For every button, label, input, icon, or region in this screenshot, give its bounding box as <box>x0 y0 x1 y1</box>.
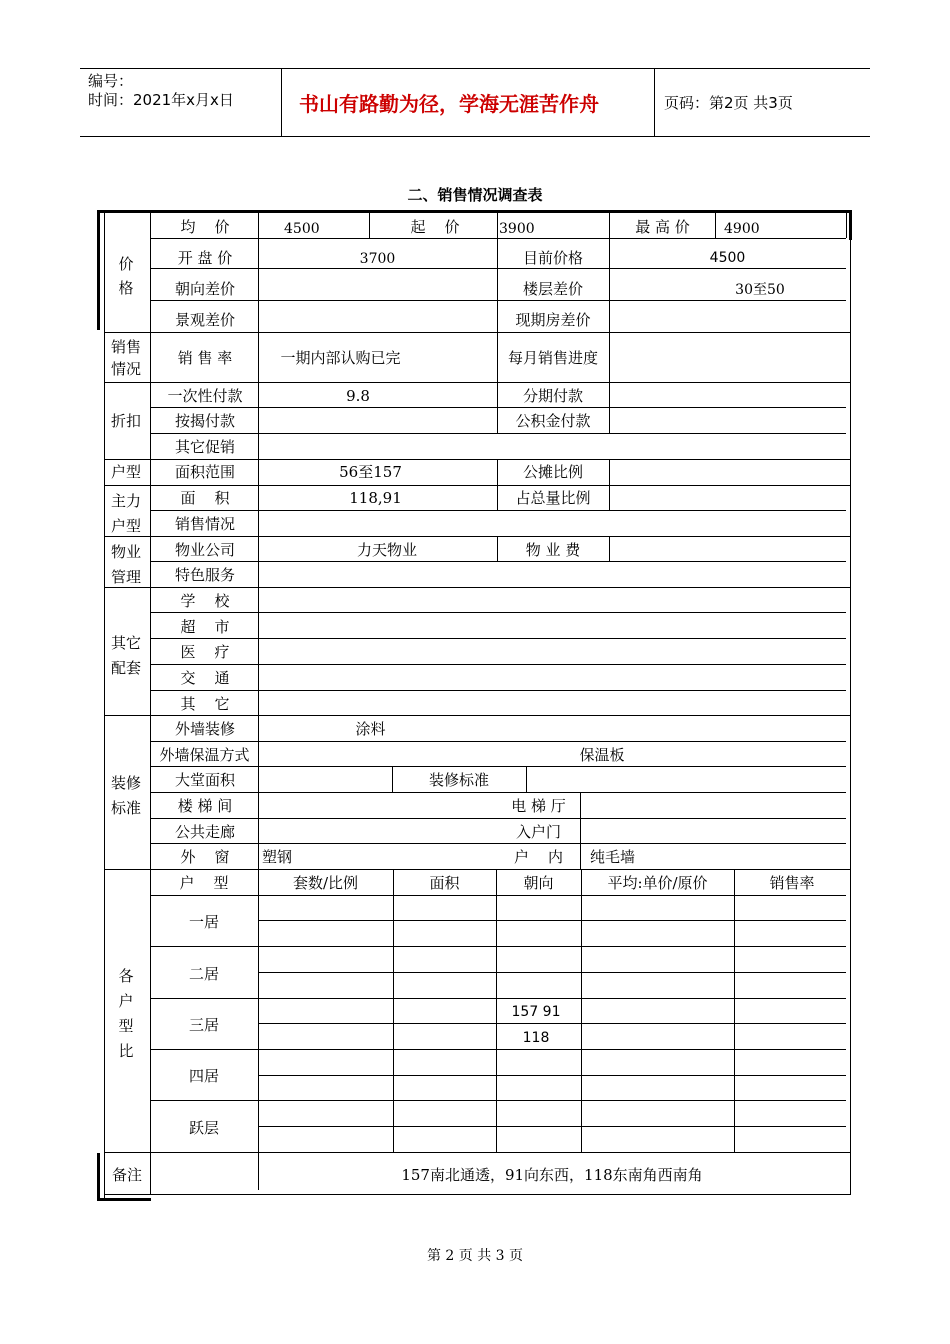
main-area-label: 面 积 <box>180 489 230 507</box>
ratio-row-1br: 一居 <box>188 913 219 931</box>
property-company-label: 物业公司 <box>174 541 235 559</box>
share-ratio-label: 公摊比例 <box>522 463 583 481</box>
facilities-section-label: 其它 配套 <box>110 634 141 677</box>
stairwell-label: 楼 梯 间 <box>177 797 233 815</box>
monthly-progress-label: 每月销售进度 <box>507 349 598 367</box>
avg-price-label: 均 价 <box>180 218 230 236</box>
elevator-hall-label: 电 梯 厅 <box>511 797 566 815</box>
main-sales-label: 销售情况 <box>174 515 235 533</box>
ratio-row-3br: 三居 <box>188 1016 219 1034</box>
decoration-standard-label: 装修标准 <box>428 771 489 789</box>
lump-sum-label: 一次性付款 <box>167 387 243 405</box>
ratio-header-area: 面积 <box>429 874 460 892</box>
indoor-value: 纯毛墙 <box>590 848 636 866</box>
decoration-section-label: 装修 标准 <box>110 774 141 817</box>
provident-fund-label: 公积金付款 <box>515 412 591 430</box>
facility-other: 其 它 <box>180 695 230 713</box>
max-price-label: 最 高 价 <box>635 218 690 236</box>
page-footer: 第 2 页 共 3 页 <box>426 1248 524 1264</box>
ratio-row-4br: 四居 <box>188 1067 219 1085</box>
window-value: 塑钢 <box>262 848 293 866</box>
sales-section-label: 销售 情况 <box>110 338 141 378</box>
special-service-label: 特色服务 <box>174 566 235 584</box>
window-label: 外 窗 <box>180 848 230 866</box>
wall-finish-label: 外墙装修 <box>174 720 235 738</box>
sales-rate-label: 销 售 率 <box>177 349 233 367</box>
discount-section-label: 折扣 <box>110 412 141 430</box>
current-price-value: 4500 <box>709 250 746 266</box>
area-range-value: 56至157 <box>339 463 402 481</box>
entry-door-label: 入户门 <box>515 823 561 841</box>
insulation-value: 保温板 <box>579 746 625 764</box>
area-range-label: 面积范围 <box>174 463 235 481</box>
ratio-3br-orientation-b: 118 <box>522 1030 550 1046</box>
opening-price-label: 开 盘 价 <box>177 249 233 267</box>
price-section-label: 价 格 <box>118 255 134 297</box>
total-ratio-label: 占总量比例 <box>515 489 591 507</box>
floor-diff-label: 楼层差价 <box>522 280 583 298</box>
view-diff-label: 景观差价 <box>174 311 235 329</box>
ratio-header-orientation: 朝向 <box>523 874 554 892</box>
spot-diff-label: 现期房差价 <box>515 311 591 329</box>
facility-transport: 交 通 <box>180 669 230 687</box>
max-price-value: 4900 <box>724 221 760 237</box>
other-promo-label: 其它促销 <box>174 438 235 456</box>
start-price-value: 3900 <box>499 221 535 237</box>
facility-medical: 医 疗 <box>180 643 230 661</box>
ratio-section-label: 各 户 型 比 <box>118 967 134 1060</box>
page-info: 页码：第2页 共3页 <box>664 94 793 112</box>
ratio-header-type: 户 型 <box>179 874 229 892</box>
doc-time-label: 时间：2021年x月x日 <box>88 91 234 109</box>
ratio-row-2br: 二居 <box>188 965 219 983</box>
wall-finish-value: 涂料 <box>355 720 386 738</box>
ratio-header-avg-price: 平均:单价/原价 <box>607 874 708 892</box>
current-price-label: 目前价格 <box>522 249 583 267</box>
ratio-header-sales-rate: 销售率 <box>769 874 815 892</box>
lump-sum-value: 9.8 <box>346 387 370 405</box>
lobby-area-label: 大堂面积 <box>174 771 235 789</box>
indoor-label: 户 内 <box>513 848 564 866</box>
facility-supermarket: 超 市 <box>180 618 230 636</box>
start-price-label: 起 价 <box>410 218 460 236</box>
sales-rate-value: 一期内部认购已完 <box>280 349 401 367</box>
property-company-value: 力天物业 <box>356 541 417 559</box>
ratio-header-count: 套数/比例 <box>292 874 359 892</box>
main-area-value: 118,91 <box>349 489 402 507</box>
mortgage-label: 按揭付款 <box>174 412 235 430</box>
orientation-diff-label: 朝向差价 <box>174 280 235 298</box>
corridor-label: 公共走廊 <box>174 823 235 841</box>
main-unit-section-label: 主力 户型 <box>110 492 141 535</box>
doc-title: 二、销售情况调查表 <box>407 186 543 204</box>
doc-number-label: 编号： <box>88 72 134 90</box>
ratio-3br-orientation-a: 157 91 <box>511 1004 561 1020</box>
unit-type-section-label: 户型 <box>110 463 141 481</box>
avg-price-value: 4500 <box>284 221 320 237</box>
opening-price-value: 3700 <box>359 251 396 267</box>
insulation-label: 外墙保温方式 <box>159 746 250 764</box>
floor-diff-value: 30至50 <box>735 282 785 298</box>
remark-label: 备注 <box>111 1166 142 1184</box>
remark-value: 157南北通透，91向东西，118东南角西南角 <box>401 1166 703 1184</box>
facility-school: 学 校 <box>180 592 230 610</box>
property-fee-label: 物 业 费 <box>525 541 581 559</box>
installment-label: 分期付款 <box>522 387 583 405</box>
motto-text: 书山有路勤为径，学海无涯苦作舟 <box>299 92 599 116</box>
ratio-row-duplex: 跃层 <box>188 1119 219 1137</box>
property-section-label: 物业 管理 <box>110 543 141 586</box>
